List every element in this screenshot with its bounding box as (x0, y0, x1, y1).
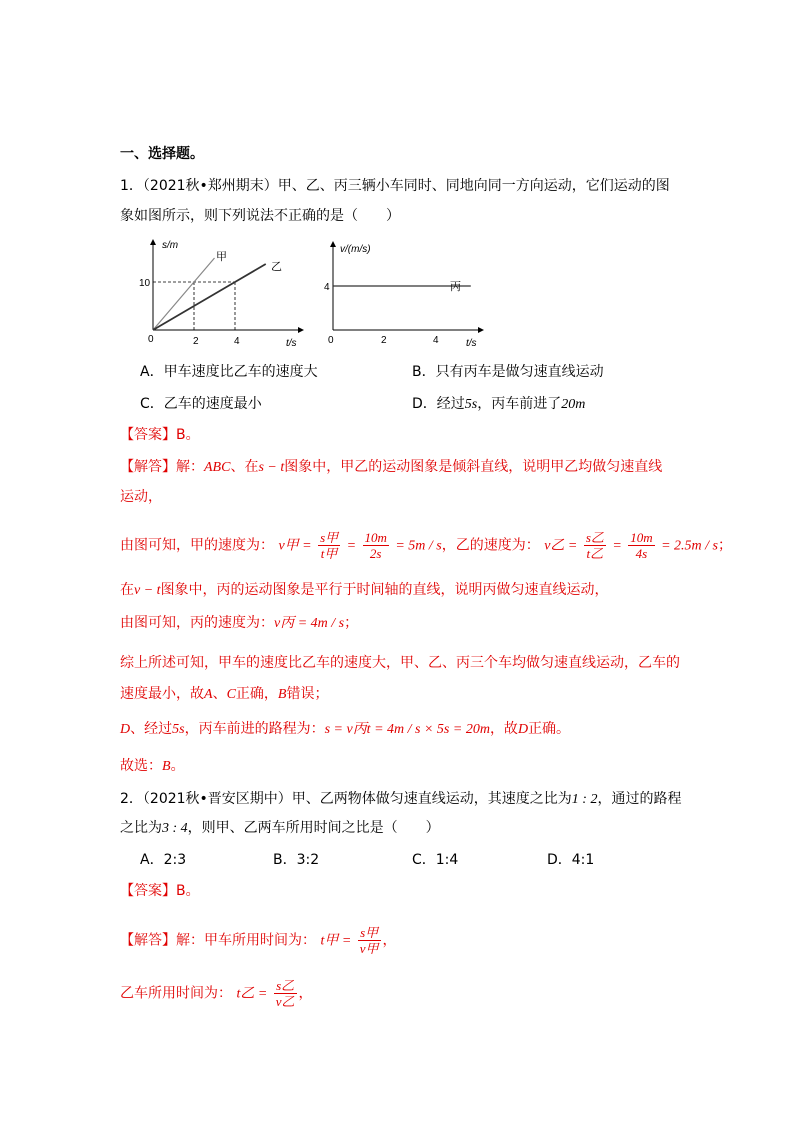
q1-sol-l5-a: 由图可知，丙的速度为： (120, 615, 274, 631)
q1-sol-l4-b: 图象中，丙的运动图象是平行于时间轴的直线，说明丙做匀速直线运动， (160, 582, 609, 598)
q2-option-a: A．2:3 (140, 852, 187, 868)
vt-graph (318, 238, 490, 352)
q1-option-d-time: 5s (464, 397, 478, 412)
q1-sol-l8-d: 正确。 (528, 721, 571, 737)
q2-sol-l1-b: ， (382, 932, 397, 949)
q1-sol-l8-b: ，丙车前进的路程为： (184, 721, 325, 737)
q1-sol-l9-B: B (162, 759, 171, 774)
q1-stem-line1: 1．（2021秋•郑州期末）甲、乙、丙三辆小车同时、同地向同一方向运动，它们运动的图 (120, 178, 670, 194)
q2-stem-line2 (120, 818, 440, 839)
q2-sol-line2 (120, 978, 313, 1009)
q1-sol-v-yi: v乙 = (544, 538, 578, 554)
q1-sol-l9-b: 。 (170, 758, 185, 774)
q1-answer: 【答案】B。 (120, 427, 200, 443)
q1-sol-l7-b: 、 (212, 686, 227, 702)
q1-option-d-mid: ，丙车前进了 (477, 396, 562, 412)
st-y-label: s/m (162, 240, 179, 251)
q1-option-b: B．只有丙车是做匀速直线运动 (412, 364, 604, 380)
q2-sol-l2-a: 乙车所用时间为： (120, 985, 232, 1002)
st-x-tick-4: 4 (234, 336, 240, 347)
q2-sol-line1 (120, 925, 397, 956)
q1-sol-eq1: = (346, 538, 357, 554)
vt-origin: 0 (328, 335, 334, 346)
q1-sol-l3-c: ； (718, 537, 732, 554)
vt-x-tick-4: 4 (433, 335, 439, 346)
q1-sol-line4 (120, 580, 609, 601)
q1-sol-res1: = 5m / s (395, 538, 442, 554)
q1-sol-l8-D2: D (517, 722, 529, 737)
vt-x-tick-2: 2 (381, 335, 387, 346)
q2-sol-frac-s-over-v-yi: $\frac{\text{s乙}}{\text{v乙}}$ (275, 978, 295, 1009)
q1-option-d (412, 394, 585, 415)
q1-sol-vt: v − t (134, 583, 161, 598)
q2-stem-l1-b: ，通过的路程 (597, 791, 682, 807)
st-x-tick-2: 2 (193, 336, 199, 347)
q1-option-d-pre: D．经过 (412, 396, 465, 412)
q1-sol-line1 (120, 457, 662, 478)
q1-sol-l1-b: 、在 (230, 459, 259, 475)
vt-x-label: t/s (466, 338, 477, 349)
q2-stem-l1-a: 2．（2021秋•晋安区期中）甲、乙两物体做匀速直线运动，其速度之比为 (120, 791, 572, 807)
q1-sol-l7-C: C (226, 687, 236, 702)
q1-sol-l8-c: ，故 (489, 721, 518, 737)
q1-sol-l7-c: 正确， (235, 686, 278, 702)
q1-sol-label: 【解答】 (120, 459, 176, 475)
q1-sol-l1-a: 解： (176, 459, 204, 475)
q1-sol-line9 (120, 756, 185, 777)
q2-stem-line1 (120, 789, 681, 810)
q1-sol-abc: ABC (204, 460, 231, 475)
q2-sol-label: 【解答】 (120, 932, 176, 949)
section-title: 一、选择题。 (120, 146, 204, 162)
vt-y-label: v/(m/s) (340, 244, 371, 255)
q1-sol-l7-A: A (204, 687, 213, 702)
q1-option-c: C．乙车的速度最小 (140, 396, 262, 412)
q2-option-b: B．3:2 (273, 852, 320, 868)
q1-sol-line8 (120, 719, 570, 740)
q1-option-d-distance: 20m (561, 397, 586, 412)
vt-label-bing: 丙 (450, 281, 461, 293)
q1-sol-frac-10m-4s: $\frac{10m}{4s}$ (630, 530, 653, 561)
st-origin: 0 (148, 334, 154, 345)
q1-sol-l7-d: 错误； (286, 686, 329, 702)
q1-sol-l8-t: 5s (172, 722, 185, 737)
q2-answer: 【答案】B。 (120, 883, 200, 899)
q1-sol-eq2: = (612, 538, 622, 554)
q2-option-c: C．1:4 (412, 852, 459, 868)
st-graph (138, 234, 310, 352)
q1-sol-frac-10m-2s: $\frac{10m}{2s}$ (364, 530, 387, 561)
q1-sol-l3-a: 由图可知，甲的速度为： (120, 537, 274, 554)
q2-sol-l1-a: 解：甲车所用时间为： (176, 932, 316, 949)
q1-sol-l7-B: B (277, 687, 287, 702)
st-label-jia: 甲 (216, 251, 227, 263)
q2-distance-ratio: 3 : 4 (162, 821, 188, 836)
q2-stem-l2-a: 之比为 (120, 820, 162, 836)
q1-sol-v-bing: v丙 = 4m / s (274, 616, 345, 631)
st-label-yi: 乙 (271, 261, 282, 273)
q1-sol-line5 (120, 613, 358, 634)
q1-sol-l7-a: 速度最小，故 (120, 686, 204, 702)
q1-sol-l4-a: 在 (120, 582, 134, 598)
q1-stem-line2: 象如图所示，则下列说法不正确的是（ ） (120, 208, 400, 224)
q2-sol-t-jia: t甲 = (320, 933, 352, 949)
q2-sol-l2-b: ， (298, 985, 313, 1002)
q1-sol-line2: 运动， (120, 489, 162, 505)
q2-stem-l2-b: ，则甲、乙两车所用时间之比是（ ） (187, 820, 440, 836)
q1-sol-l5-b: ； (344, 615, 359, 631)
q1-sol-line3 (120, 530, 732, 561)
st-x-label: t/s (286, 338, 297, 349)
st-series-jia (153, 258, 215, 330)
q1-sol-l3-b: ，乙的速度为： (441, 537, 540, 554)
q1-option-a: A．甲车速度比乙车的速度大 (140, 364, 318, 380)
q1-sol-l9-a: 故选： (120, 758, 162, 774)
q2-sol-frac-s-over-v-jia: $\frac{\text{s甲}}{\text{v甲}}$ (359, 925, 379, 956)
q1-sol-l8-a: 、经过 (130, 721, 173, 737)
q1-sol-frac-s-over-t-jia: $\frac{\text{s甲}}{\text{t甲}}$ (320, 530, 339, 561)
q1-sol-v-jia: v甲 = (278, 538, 312, 554)
q1-sol-st: s − t (258, 460, 285, 475)
q1-sol-l8-D: D (120, 722, 131, 737)
q2-sol-t-yi: t乙 = (236, 986, 268, 1002)
vt-y-tick-4: 4 (324, 282, 330, 293)
q1-sol-line6: 综上所述可知，甲车的速度比乙车的速度大，甲、乙、丙三个车均做匀速直线运动，乙车的 (120, 655, 680, 671)
q1-sol-l1-c: 图象中，甲乙的运动图象是倾斜直线，说明甲乙均做匀速直线 (284, 459, 663, 475)
q1-sol-line7 (120, 684, 328, 705)
q1-sol-frac-s-over-t-yi: $\frac{\text{s乙}}{\text{t乙}}$ (585, 530, 604, 561)
st-series-yi (153, 264, 266, 330)
q2-option-d: D．4:1 (547, 852, 595, 868)
q2-speed-ratio: 1 : 2 (571, 792, 598, 807)
q1-sol-res2: = 2.5m / s (661, 538, 718, 554)
q1-sol-l8-eq: s = v丙t = 4m / s × 5s = 20m (324, 722, 490, 737)
st-y-tick-10: 10 (139, 278, 151, 289)
